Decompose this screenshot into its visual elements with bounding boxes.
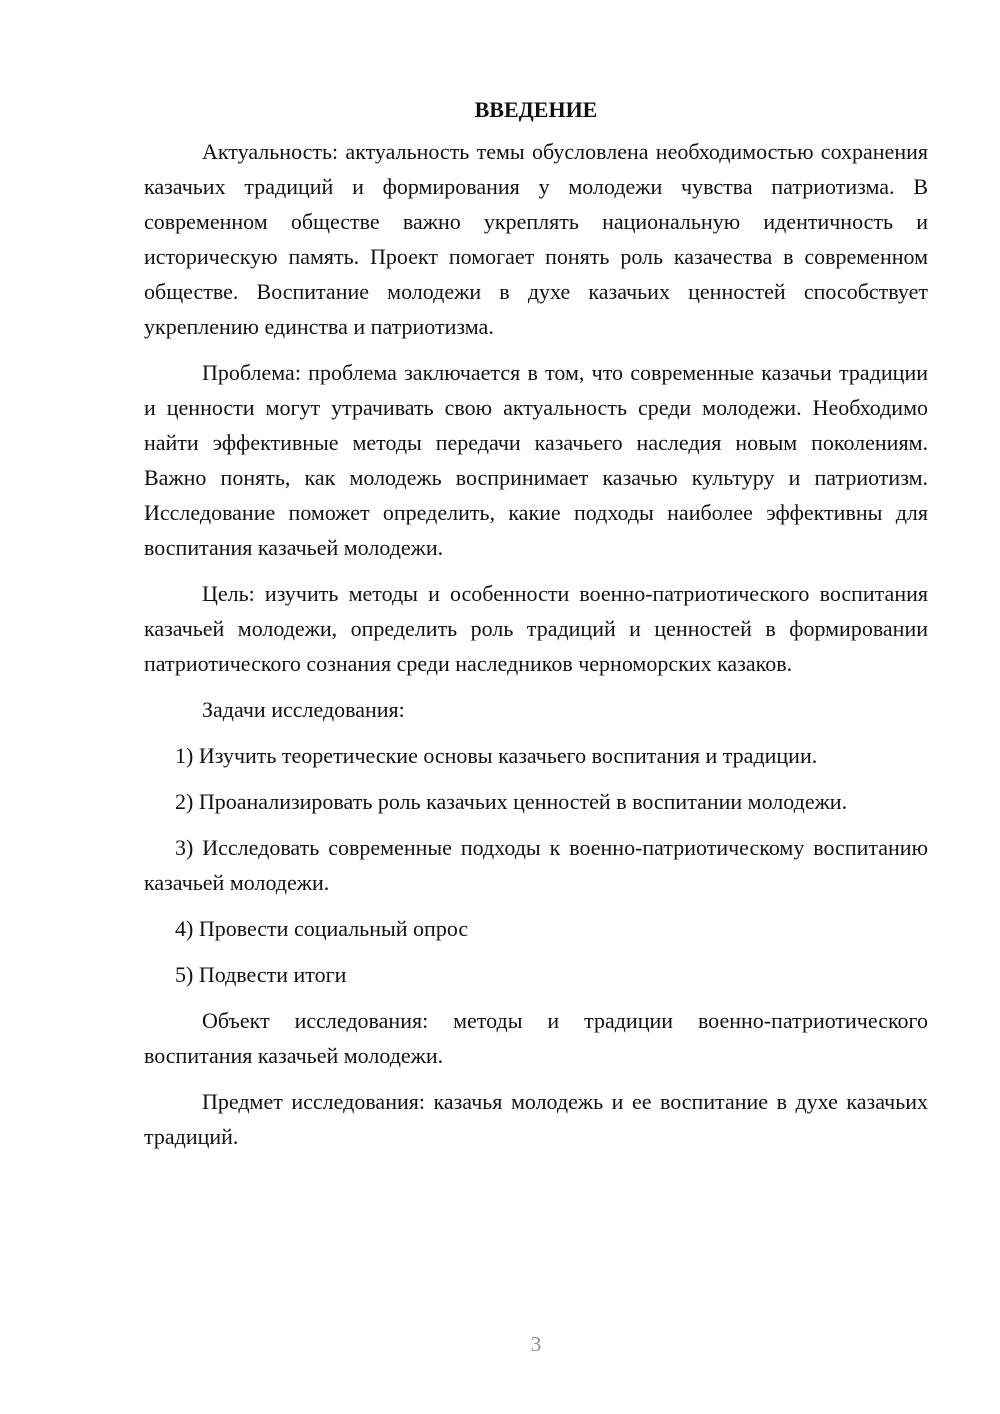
tasks-heading: Задачи исследования: (202, 697, 405, 722)
section-title: ВВЕДЕНИЕ (474, 97, 598, 122)
task-item-4: 4) Провести социальный опрос (175, 916, 469, 941)
task-item-2: 2) Проанализировать роль казачьих ценностей в воспитании молодежи. (175, 789, 848, 814)
paragraph-problem: Проблема: проблема заключается в том, что современные казачьи традиции и ценности могут утрачивать свою актуальность среди молодежи. Необходимо найти эффективные методы передачи казачьего наследия новым поколениям. Важно понять, как молодежь воспринимает казачью культуру и патриотизм. Исследование поможет определить, какие подходы наиболее эффективны для воспитания казачьей молодежи. (144, 360, 928, 560)
task-item-5: 5) Подвести итоги (175, 962, 347, 987)
task-item-1: 1) Изучить теоретические основы казачьего воспитания и традиции. (175, 743, 818, 768)
paragraph-relevance: Актуальность: актуальность темы обусловлена необходимостью сохранения казачьих традиций и формирования у молодежи чувства патриотизма. В современном обществе важно укреплять национальную идентичность и историческую память. Проект помогает понять роль казачества в современном обществе. Воспитание молодежи в духе казачьих ценностей способствует укреплению единства и патриотизма. (144, 139, 928, 339)
page-content (144, 92, 928, 1165)
page-number: 3 (530, 1332, 542, 1356)
paragraph-goal: Цель: изучить методы и особенности военно-патриотического воспитания казачьей молодежи, определить роль традиций и ценностей в формировании патриотического сознания среди наследников черноморских казаков. (144, 581, 928, 676)
paragraph-object: Объект исследования: методы и традиции военно-патриотического воспитания казачьей молодежи. (144, 1008, 928, 1068)
task-item-3: 3) Исследовать современные подходы к военно-патриотическому воспитанию казачьей молодежи. (144, 835, 928, 895)
paragraph-subject: Предмет исследования: казачья молодежь и ее воспитание в духе казачьих традиций. (144, 1089, 928, 1149)
